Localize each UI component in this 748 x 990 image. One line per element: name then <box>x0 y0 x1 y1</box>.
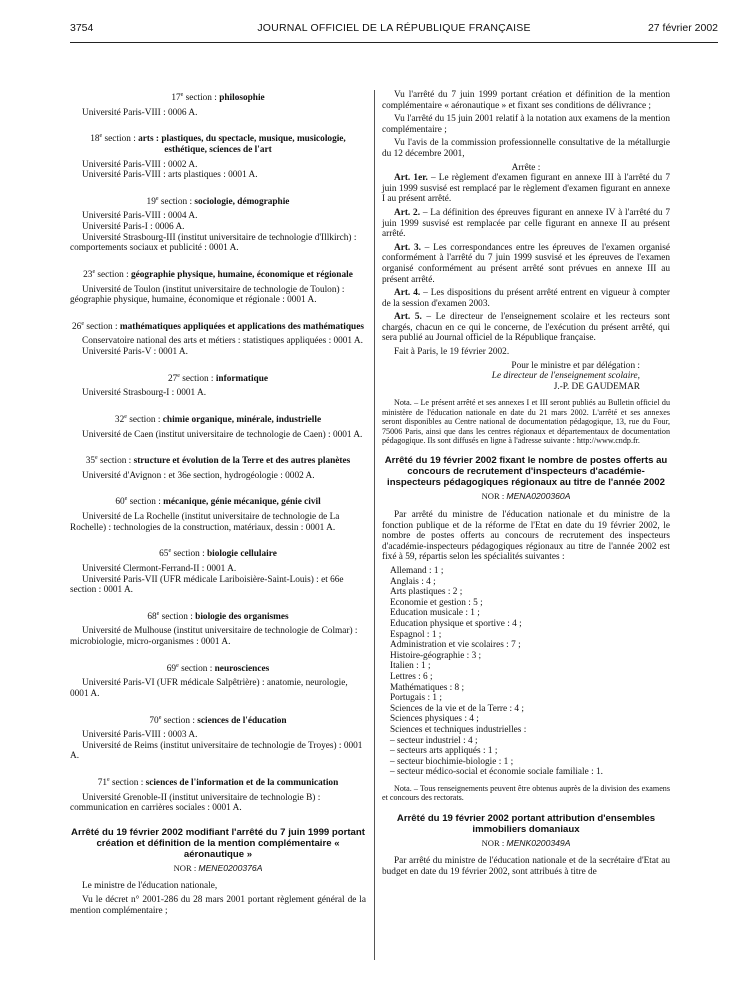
paragraph: Vu le décret n° 2001-286 du 28 mars 2001 portant règlement général de la mention complémentaire ; <box>70 895 366 916</box>
section-block <box>70 319 366 358</box>
journal-title: JOURNAL OFFICIEL DE LA RÉPUBLIQUE FRANÇAISE <box>257 22 531 34</box>
article-label: Art. 4. <box>394 288 421 299</box>
section-ordinal: e <box>180 92 184 98</box>
section-title: informatique <box>215 373 269 384</box>
section-heading: 69e section : neurosciences <box>166 662 270 674</box>
section-entry: Université Paris-VIII : 0003 A. <box>82 730 198 741</box>
section-ordinal: e <box>177 372 180 379</box>
section-title: structure et évolution de la Terre et des autres planètes <box>133 456 351 467</box>
article-label: Art. 2. <box>394 207 421 218</box>
section-block <box>70 131 366 180</box>
section-title: philosophie <box>219 93 265 104</box>
section-block <box>70 371 366 399</box>
list-item: Administration et vie scolaires : 7 ; <box>390 640 521 651</box>
section-title: chimie organique, minérale, industrielle <box>162 414 322 425</box>
left-column <box>70 90 366 919</box>
section-title: biologie cellulaire <box>207 549 277 560</box>
section-entry: Université Strasbourg-I : 0001 A. <box>82 388 207 399</box>
section-entry: Université Paris-VI (UFR médicale Salpêtrière) : anatomie, neurologie, 0001 A. <box>70 678 348 699</box>
section-ordinal: e <box>155 195 159 202</box>
section-block <box>70 494 366 533</box>
section-ordinal: e <box>81 320 84 327</box>
decree-title: Arrêté du 19 février 2002 fixant le nombre de postes offerts au concours de recrutement d'inspecteurs d'académie-inspecteurs pédagogiques régionaux au titre de l'année 2002 <box>384 455 668 489</box>
section-title: sciences de l'éducation <box>197 715 287 726</box>
list-item: Anglais : 4 ; <box>390 576 436 587</box>
section-ordinal: e <box>107 776 110 783</box>
list-item: – secteur biochimie-biologie : 1 ; <box>390 756 514 767</box>
list-item: Economie et gestion : 5 ; <box>390 597 483 608</box>
section-block <box>70 546 366 595</box>
section-heading: 19e section : sociologie, démographie <box>146 195 290 207</box>
visa-paragraph: Vu l'arrêté du 7 juin 1999 portant création et définition de la mention complémentaire « aéronautique » et fixant ses conditions de délivrance ; <box>382 90 670 111</box>
list-item: Sciences et techniques industrielles : <box>390 724 527 735</box>
section-ordinal: e <box>158 714 162 721</box>
section-title: sciences de l'information et de la communication <box>145 778 339 789</box>
list-item: Sciences de la vie et de la Terre : 4 ; <box>390 703 524 714</box>
nor-reference: NOR : MENA0200360A <box>481 491 571 502</box>
section-ordinal: e <box>156 610 160 617</box>
nota: Nota. – Le présent arrêté et ses annexes I et III seront publiés au Bulletin officiel du ministère de l'éducation nationale en date du 21 mars 2002. L'arrêté et ses annexes seront disponibles au Centre national de documentation pédagogique, 13, rue du Four, 75006 Paris, ainsi que dans les centres régionaux et départementaux de documentation pédagogique. Ils sont diffusés en ligne à l'adresse suivante : http://www.cndp.fr. <box>382 398 670 446</box>
nor-reference: NOR : MENK0200349A <box>481 837 571 848</box>
list-item: Histoire-géographie : 3 ; <box>390 650 482 661</box>
issue-date: 27 février 2002 <box>647 22 718 34</box>
arrete-word: Arrête : <box>511 162 541 173</box>
list-item: Espagnol : 1 ; <box>390 629 442 640</box>
section-heading: 71e section : sciences de l'information et de la communication <box>97 776 339 789</box>
section-heading: 26e section : mathématiques appliquées et applications des mathématiques <box>72 320 364 332</box>
list-item: Education physique et sportive : 4 ; <box>390 619 522 629</box>
specialty-list <box>390 566 670 778</box>
section-heading: 18e section : arts : plastiques, du spectacle, musique, musicologie, esthétique, sciences de l'art <box>90 133 346 155</box>
section-entry: Université Paris-I : 0006 A. <box>82 222 185 233</box>
article-label: Art. 3. <box>394 242 421 253</box>
section-heading: 32e section : chimie organique, minérale, industrielle <box>114 413 322 425</box>
article: Art. 2. – La définition des épreuves figurant en annexe IV à l'arrêté du 7 juin 1999 susvisé est remplacée par celle figurant en annexe II au présent arrêté. <box>382 207 670 240</box>
section-entry: Université Paris-VIII : 0002 A. <box>82 159 198 170</box>
section-title: arts : plastiques, du spectacle, musique, musicologie, esthétique, sciences de l'art <box>138 134 346 155</box>
section-entry: Université Paris-V : 0001 A. <box>82 346 188 357</box>
article: Art. 1er. – Le règlement d'examen figurant en annexe III à l'arrêté du 7 juin 1999 susvisé est remplacé par le règlement d'examen figurant en annexe I au présent arrêté. <box>382 173 670 205</box>
section-entry: Université d'Avignon : et 36e section, hydrogéologie : 0002 A. <box>82 470 315 481</box>
section-heading: 23e section : géographie physique, humaine, économique et régionale <box>83 268 353 280</box>
column-divider <box>374 90 375 960</box>
section-title: géographie physique, humaine, économique et régionale <box>131 269 353 280</box>
list-item: Allemand : 1 ; <box>390 566 444 577</box>
section-entry: Université Clermont-Ferrand-II : 0001 A. <box>82 563 237 574</box>
section-entry: Université Paris-VIII : 0006 A. <box>82 107 198 118</box>
section-heading: 65e section : biologie cellulaire <box>159 548 277 560</box>
section-block <box>70 661 366 700</box>
signature-line: J.-P. DE GAUDEMAR <box>553 381 640 392</box>
list-item: Mathématiques : 8 ; <box>390 682 465 693</box>
paragraph: Le ministre de l'éducation nationale, <box>82 881 218 892</box>
section-entry: Université Paris-VIII : arts plastiques : 0001 A. <box>82 170 258 181</box>
section-heading: 35e section : structure et évolution de la Terre et des autres planètes <box>85 455 351 467</box>
section-entry: Université Paris-VII (UFR médicale Lariboisière-Saint-Louis) : et 66e section : 0001 A. <box>70 574 344 596</box>
section-block <box>70 713 366 762</box>
section-ordinal: e <box>124 413 127 420</box>
list-item: Education musicale : 1 ; <box>390 608 480 619</box>
list-item: – secteur industriel : 4 ; <box>390 735 478 746</box>
section-entry: Université Strasbourg-III (institut universitaire de technologie d'Illkirch) : comportements sociaux et publicité : 0001 A. <box>70 232 357 254</box>
article-label: Art. 5. <box>394 312 422 323</box>
section-ordinal: e <box>176 662 179 669</box>
section-entry: Université de Caen (institut universitaire de technologie de Caen) : 0001 A. <box>82 429 363 440</box>
section-title: sociologie, démographie <box>194 196 290 207</box>
section-entry: Conservatoire national des arts et métiers : statistiques appliquées : 0001 A. <box>82 336 363 347</box>
section-block <box>70 775 366 814</box>
section-heading: 27e section : informatique <box>167 372 269 384</box>
section-heading: 70e section : sciences de l'éducation <box>149 714 287 726</box>
section-block <box>70 412 366 440</box>
visa-paragraph: Vu l'avis de la commission professionnelle consultative de la métallurgie du 12 décembre 2001, <box>382 138 670 159</box>
section-entry: Université de Toulon (institut universitaire de technologie de Toulon) : géographie physique, humaine, économique et régionale : 0001 A. <box>70 284 345 306</box>
paragraph: Par arrêté du ministre de l'éducation nationale et de la secrétaire d'Etat au budget en date du 19 février 2002, sont attribués à titre de <box>382 856 670 877</box>
section-entry: Université de Mulhouse (institut universitaire de technologie de Colmar) : microbiologie, micro-organismes : 0001 A. <box>70 626 358 648</box>
section-entry: Université de Reims (institut universitaire de technologie de Troyes) : 0001 A. <box>70 740 363 762</box>
done-at: Fait à Paris, le 19 février 2002. <box>394 347 510 358</box>
section-title: biologie des organismes <box>195 611 289 622</box>
page-number: 3754 <box>70 22 94 34</box>
nor-code: MENK0200349A <box>506 837 571 848</box>
section-ordinal: e <box>124 496 128 503</box>
section-heading: 68e section : biologie des organismes <box>147 610 289 622</box>
nor-code: MENE0200376A <box>198 862 263 873</box>
signature-line: Pour le ministre et par délégation : <box>511 360 640 371</box>
list-item: Italien : 1 ; <box>390 661 431 672</box>
section-block <box>70 453 366 481</box>
nor-code: MENA0200360A <box>506 491 571 502</box>
section-ordinal: e <box>92 268 96 275</box>
section-ordinal: e <box>168 548 172 555</box>
signature-line: Le directeur de l'enseignement scolaire, <box>491 371 640 382</box>
section-entry: Université Grenoble-II (institut universitaire de technologie B) : communication en carrières sociales : 0001 A. <box>70 792 321 814</box>
section-heading: 17e section : philosophie <box>171 92 265 104</box>
section-title: mécanique, génie mécanique, génie civil <box>163 497 321 508</box>
list-item: Portugais : 1 ; <box>390 693 442 704</box>
page-header <box>70 22 718 38</box>
visa-paragraph: Vu l'arrêté du 15 juin 2001 relatif à la notation aux examens de la mention complémentaire ; <box>382 114 670 135</box>
article: Art. 5. – Le directeur de l'enseignement scolaire et les recteurs sont chargés, chacun en ce qui le concerne, de l'exécution du présent arrêté, qui sera publié au Journal officiel de la République française. <box>382 312 670 344</box>
section-title: mathématiques appliquées et applications des mathématiques <box>119 321 364 332</box>
section-block <box>70 194 366 254</box>
header-rule <box>70 42 718 43</box>
nota: Nota. – Tous renseignements peuvent être obtenus auprès de la division des examens et concours des rectorats. <box>382 783 670 803</box>
list-item: Sciences physiques : 4 ; <box>390 714 479 725</box>
paragraph: Par arrêté du ministre de l'éducation nationale et du ministre de la fonction publique et de la réforme de l'Etat en date du 19 février 2002, le nombre de postes offerts au concours de recrutement des inspecteurs d'académie-inspecteurs pédagogiques régionaux au titre de l'année 2002 est fixé à 59, répartis selon les spécialités suivantes : <box>382 510 670 563</box>
decree-title: Arrêté du 19 février 2002 portant attribution d'ensembles immobiliers domaniaux <box>396 812 656 835</box>
article-label: Art. 1er. <box>394 173 428 184</box>
article: Art. 3. – Les correspondances entre les épreuves de l'examen organisé conformément à l'arrêté du 7 juin 1999 susvisé et les épreuves de l'examen organisé conformément au présent arrêté sont prévues en annexe III au présent arrêté. <box>382 242 671 285</box>
section-heading: 60e section : mécanique, génie mécanique, génie civil <box>115 496 321 508</box>
section-entry: Université de La Rochelle (institut universitaire de technologie de La Rochelle) : technologies de la construction, matériaux, dessin : 0001 A. <box>70 512 340 533</box>
list-item: – secteur médico-social et économie sociale familiale : 1. <box>390 767 603 778</box>
right-column <box>382 90 670 881</box>
list-item: – secteurs arts appliqués : 1 ; <box>390 746 498 757</box>
section-ordinal: e <box>95 455 98 462</box>
article: Art. 4. – Les dispositions du présent arrêté entrent en vigueur à compter de la session d'examen 2003. <box>382 288 670 309</box>
section-title: neurosciences <box>214 663 270 674</box>
section-ordinal: e <box>99 133 103 140</box>
list-item: Lettres : 6 ; <box>390 671 433 682</box>
section-entry: Université Paris-VIII : 0004 A. <box>82 211 198 222</box>
section-block <box>70 267 366 306</box>
nor-reference: NOR : MENE0200376A <box>173 862 263 873</box>
section-block <box>70 90 366 118</box>
section-block <box>70 609 366 648</box>
decree-title: Arrêté du 19 février 2002 modifiant l'arrêté du 7 juin 1999 portant création et définition de la mention complémentaire « aéronautique » <box>71 826 365 860</box>
list-item: Arts plastiques : 2 ; <box>390 587 463 598</box>
